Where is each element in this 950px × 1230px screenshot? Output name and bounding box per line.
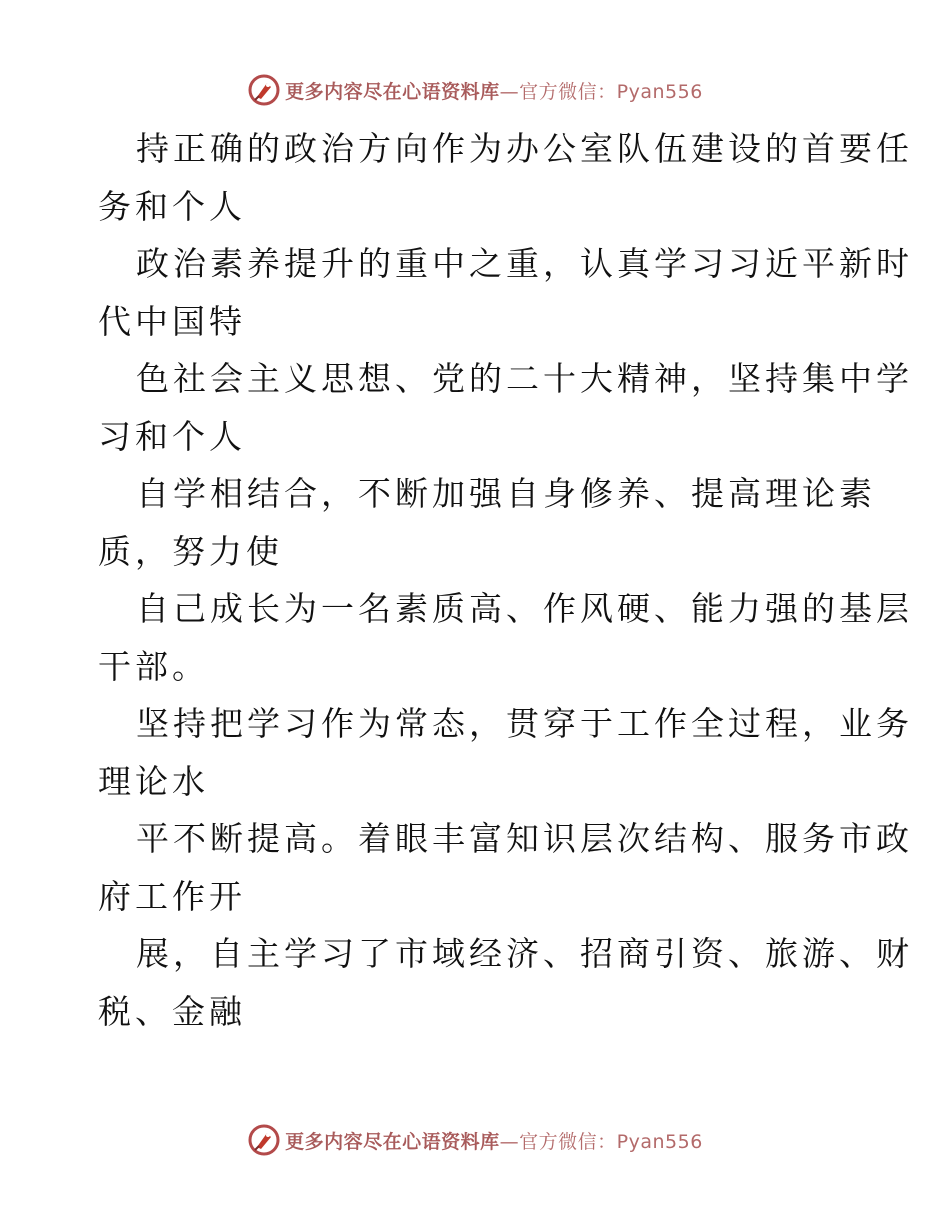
- watermark-site-text: 更多内容尽在心语资料库: [285, 1130, 500, 1153]
- text-line: 平不断提高。着眼丰富知识层次结构、服务市政: [136, 819, 913, 858]
- text-line: 习和个人: [98, 416, 246, 456]
- watermark-site-text: 更多内容尽在心语资料库: [285, 80, 500, 103]
- pen-nib-logo-icon: [247, 1123, 281, 1157]
- header-watermark: [0, 70, 950, 110]
- footer-watermark: [0, 1120, 950, 1160]
- text-line: 政治素养提升的重中之重，认真学习习近平新时: [136, 244, 913, 283]
- watermark-text: [285, 77, 703, 104]
- text-line: 干部。: [98, 646, 209, 686]
- watermark-wechat-text: 官方微信：Pyan556: [519, 1130, 703, 1153]
- text-line: 质，努力使: [98, 531, 283, 571]
- text-line: 府工作开: [98, 876, 246, 916]
- text-line: 税、金融: [98, 991, 246, 1031]
- text-line: 务和个人: [98, 186, 246, 226]
- text-line: 色社会主义思想、党的二十大精神，坚持集中学: [136, 359, 913, 398]
- body-text: [98, 120, 913, 1040]
- text-line: 代中国特: [98, 301, 246, 341]
- pen-nib-logo-icon: [247, 73, 281, 107]
- text-line: 自己成长为一名素质高、作风硬、能力强的基层: [136, 589, 913, 628]
- watermark-wechat-text: 官方微信：Pyan556: [519, 80, 703, 103]
- text-line: 坚持把学习作为常态，贯穿于工作全过程，业务: [136, 704, 913, 743]
- text-line: 理论水: [98, 761, 209, 801]
- text-line: 展，自主学习了市域经济、招商引资、旅游、财: [136, 934, 913, 973]
- watermark-text: [285, 1127, 703, 1154]
- text-line: 持正确的政治方向作为办公室队伍建设的首要任: [136, 129, 913, 168]
- watermark-dash: —: [499, 80, 520, 103]
- text-line: 自学相结合，不断加强自身修养、提高理论素: [136, 474, 876, 513]
- watermark-dash: —: [499, 1130, 520, 1153]
